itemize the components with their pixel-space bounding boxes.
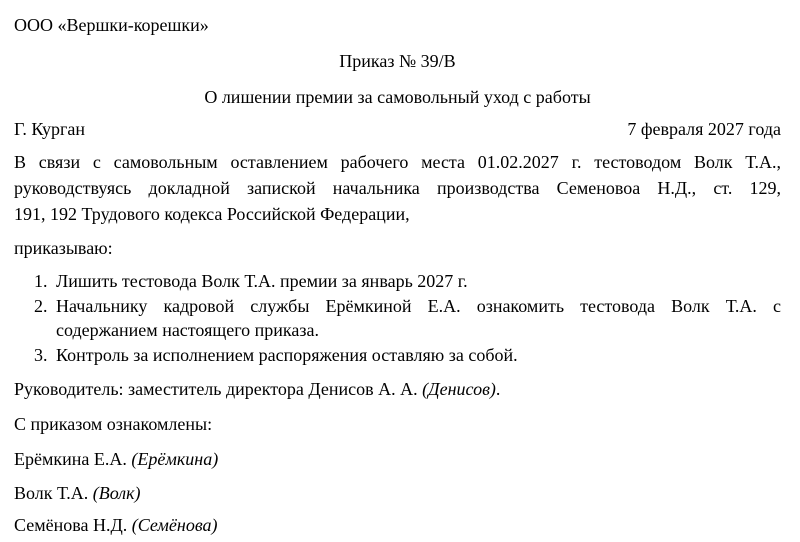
company-name: ООО «Вершки-корешки» [14,15,209,35]
person-name: Волк Т.А. [14,483,89,503]
city: Г. Курган [14,119,86,139]
list-item [14,269,781,293]
acquainted-person [14,513,781,537]
order-title: Приказ № 39/В [339,51,456,71]
acquainted-person [14,481,781,505]
list-item-text: Начальнику кадровой службы Ерёмкиной Е.А. ознакомить тестовода Волк Т.А. с [56,296,781,316]
order-document [14,0,781,542]
list-item-number: 1. [34,271,48,291]
list-item-number: 2. [34,296,48,316]
head-signature-line [14,377,781,401]
place-date-row [14,117,781,141]
head-signature: (Денисов) [422,379,496,399]
list-item-text: Контроль за исполнением распоряжения оставляю за собой. [56,345,518,365]
person-signature: (Ерёмкина) [131,449,219,469]
preamble-line-2: руководствуясь докладной запиской начальника производства Семеновоа Н.Д., ст. 129, [14,178,781,198]
acquainted-person [14,447,781,471]
list-item-continuation [14,318,781,342]
list-item-text: Лишить тестовода Волк Т.А. премии за январь 2027 г. [56,271,468,291]
preamble-line-1: В связи с самовольным оставлением рабочего места 01.02.2027 г. тестоводом Волк Т.А., [14,152,781,172]
list-item-text: содержанием настоящего приказа. [56,320,319,340]
list-item [14,343,781,367]
list-item [14,294,781,318]
list-item-number: 3. [34,345,48,365]
order-date: 7 февраля 2027 года [627,119,781,139]
acquainted-title: С приказом ознакомлены: [14,414,213,434]
head-signature-tail: . [495,379,501,399]
preamble-line-3: 191, 192 Трудового кодекса Российской Федерации, [14,204,410,224]
person-signature: (Семёнова) [131,515,218,535]
order-subject: О лишении премии за самовольный уход с работы [204,87,591,107]
person-name: Семёнова Н.Д. [14,515,128,535]
person-name: Ерёмкина Е.А. [14,449,127,469]
person-signature: (Волк) [92,483,141,503]
order-word: приказываю: [14,238,113,258]
head-label: Руководитель: заместитель директора Денисов А. А. [14,379,418,399]
